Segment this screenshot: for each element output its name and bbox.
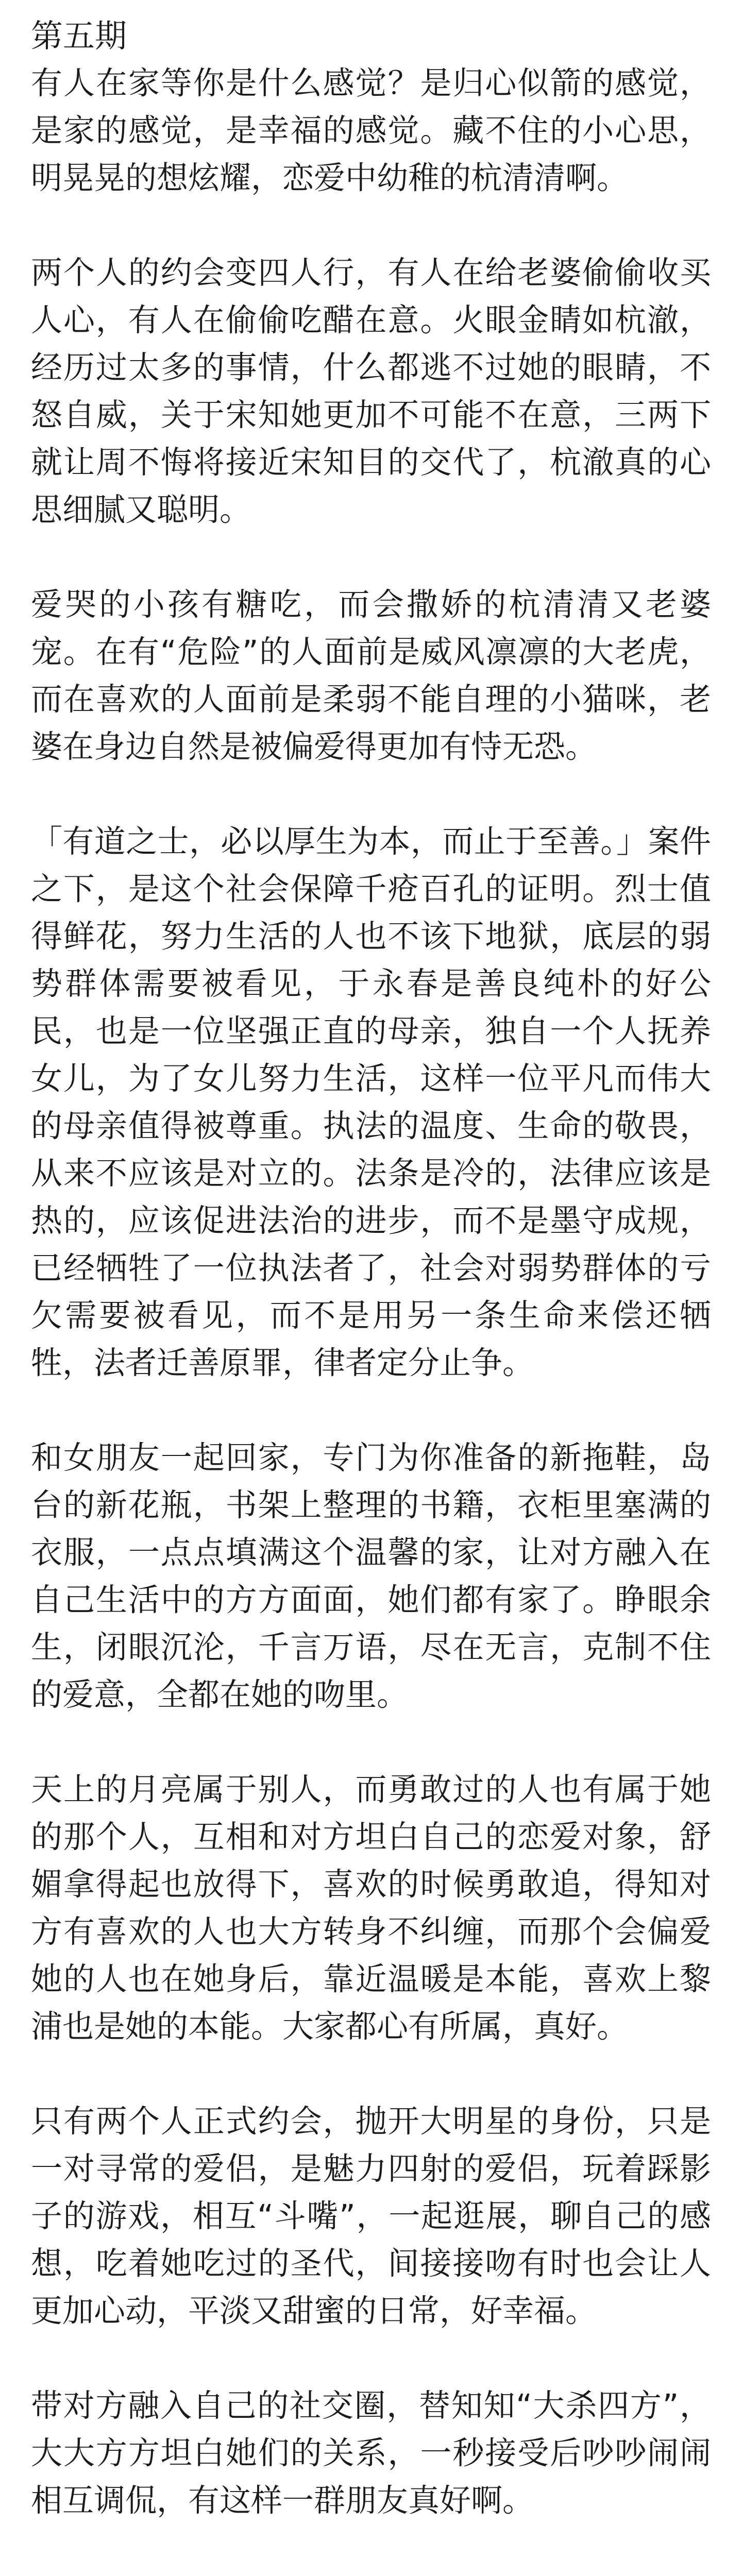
paragraph-3: 爱哭的小孩有糖吃，而会撒娇的杭清清又老婆宠。在有“危险”的人面前是威风凛凛的大老虎，而在喜欢的人面前是柔弱不能自理的小猫咪，老婆在身边自然是被偏爱得更加有恃无恐。 bbox=[31, 586, 711, 765]
paragraph-2: 两个人的约会变四人行，有人在给老婆偷偷收买人心，有人在偷偷吃醋在意。火眼金睛如杭澈，经历过太多的事情，什么都逃不过她的眼睛，不怒自威，关于宋知她更加不可能不在意，三两下就让周不悔将接近宋知目的交代了，杭澈真的心思细腻又聪明。 bbox=[31, 255, 711, 528]
paragraph-8: 带对方融入自己的社交圈，替知知“大杀四方”，大大方方坦白她们的关系，一秒接受后吵吵闹闹相互调侃，有这样一群朋友真好啊。 bbox=[31, 2387, 711, 2519]
paragraph-7: 只有两个人正式约会，抛开大明星的身份，只是一对寻常的爱侣，是魅力四射的爱侣，玩着踩影子的游戏，相互“斗嘴”，一起逛展，聊自己的感想，吃着她吃过的圣代，间接接吻有时也会让人更加心动，平淡又甜蜜的日常，好幸福。 bbox=[31, 2103, 711, 2329]
paragraph-9 bbox=[31, 2572, 711, 2576]
paragraph-1: 有人在家等你是什么感觉？是归心似箭的感觉，是家的感觉，是幸福的感觉。藏不住的小心思，明晃晃的想炫耀，恋爱中幼稚的杭清清啊。 bbox=[31, 65, 711, 196]
paragraph-6: 天上的月亮属于别人，而勇敢过的人也有属于她的那个人，互相和对方坦白自己的恋爱对象，舒媚拿得起也放得下，喜欢的时候勇敢追，得知对方有喜欢的人也大方转身不纠缠，而那个会偏爱她的人也在她身后，靠近温暖是本能，喜欢上黎浦也是她的本能。大家都心有所属，真好。 bbox=[31, 1771, 711, 2045]
episode-heading: 第五期 bbox=[31, 17, 127, 55]
paragraph-4: 「有道之士，必以厚生为本，而止于至善。」案件之下，是这个社会保障千疮百孔的证明。烈士值得鲜花，努力生活的人也不该下地狱，底层的弱势群体需要被看见，于永春是善良纯朴的好公民，也是一位坚强正直的母亲，独自一个人抚养女儿，为了女儿努力生活，这样一位平凡而伟大的母亲值得被尊重。执法的温度、生命的敬畏，从来不应该是对立的。法条是冷的，法律应该是热的，应该促进法治的进步，而不是墨守成规，已经牺牲了一位执法者了，社会对弱势群体的亏欠需要被看见，而不是用另一条生命来偿还牺牲，法者迁善原罪，律者定分止争。 bbox=[31, 823, 711, 1381]
paragraph-5: 和女朋友一起回家，专门为你准备的新拖鞋，岛台的新花瓶，书架上整理的书籍，衣柜里塞满的衣服，一点点填满这个温馨的家，让对方融入在自己生活中的方方面面，她们都有家了。睁眼余生，闭眼沉沦，千言万语，尽在无言，克制不住的爱意，全都在她的吻里。 bbox=[31, 1439, 711, 1713]
